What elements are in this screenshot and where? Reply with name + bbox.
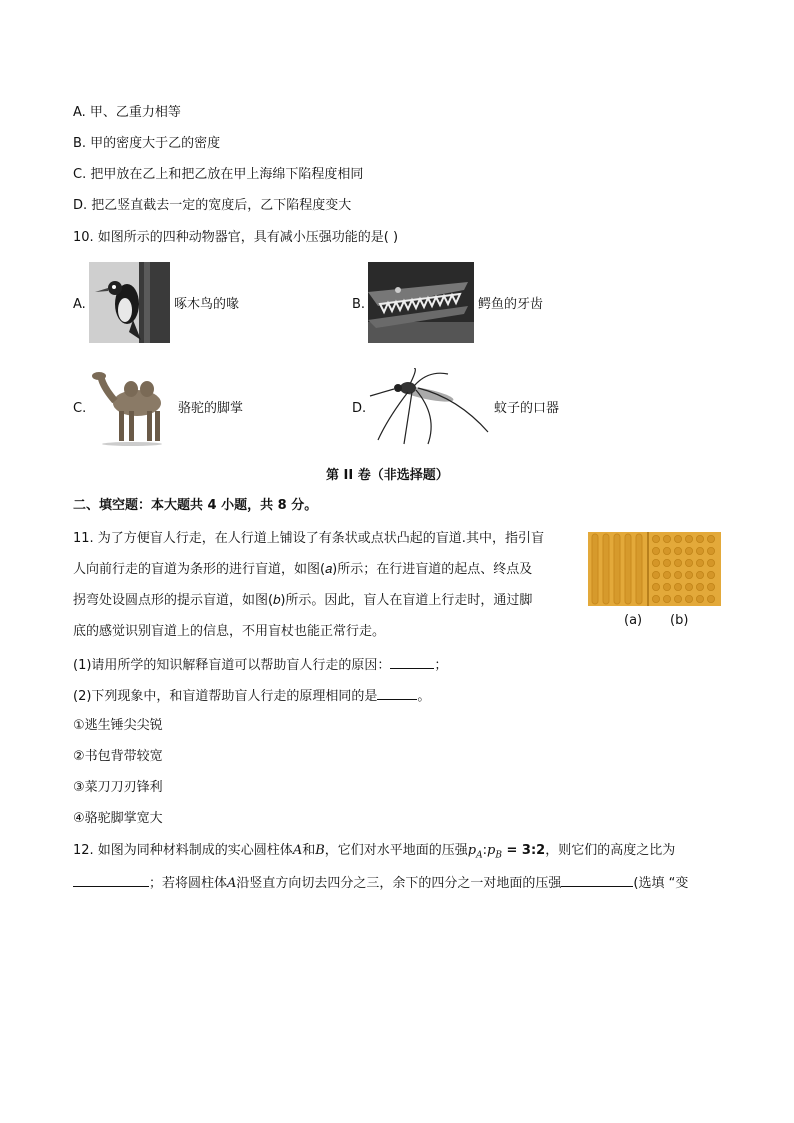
q12-ratio: = 3:2 bbox=[501, 843, 546, 858]
answer-blank-4[interactable] bbox=[561, 873, 633, 887]
q12-var-b: B bbox=[315, 843, 325, 858]
q12-sub-a: A bbox=[476, 850, 483, 861]
crocodile-image bbox=[368, 262, 474, 343]
q12-line-2 bbox=[73, 873, 688, 893]
q9-option-c: C. 把甲放在乙上和把乙放在甲上海绵下陷程度相同 bbox=[73, 167, 364, 182]
q12-text-f: (选填 “变 bbox=[633, 876, 689, 891]
q11-line-2: 人向前行走的盲道为条形的进行盲道，如图(𝑎)所示；在行进盲道的起点、终点及 bbox=[73, 562, 533, 577]
q12-text-d: ；若将圆柱体 bbox=[149, 876, 228, 891]
q11-sub2-text: (2)下列现象中，和盲道帮助盲人行走的原理相同的是 bbox=[73, 689, 378, 704]
q10-option-a-letter: A. bbox=[73, 297, 86, 312]
q11-sub2-end: 。 bbox=[417, 689, 431, 704]
figure-label-a: (a) bbox=[624, 613, 643, 628]
q12-var-a: A bbox=[292, 843, 303, 858]
q12-pressure-b: p bbox=[487, 843, 496, 858]
q10-option-c-letter: C. bbox=[73, 401, 87, 416]
camel-image bbox=[89, 367, 175, 447]
section-header: 二、填空题：本大题共 4 小题，共 8 分。 bbox=[73, 498, 318, 513]
q12-and: 和 bbox=[302, 843, 316, 858]
q10-option-b-label: 鳄鱼的牙齿 bbox=[478, 297, 544, 312]
q12-line-1 bbox=[73, 842, 675, 865]
q12-var-a2: A bbox=[227, 876, 237, 891]
q9-option-a: A. 甲、乙重力相等 bbox=[73, 105, 181, 120]
q11-choice-1: ①逃生锤尖尖锐 bbox=[73, 718, 163, 733]
tactile-paving-figure bbox=[588, 532, 721, 606]
answer-blank-1[interactable] bbox=[390, 655, 434, 669]
mosquito-image bbox=[368, 368, 492, 448]
q11-choice-3: ③菜刀刀刃锋利 bbox=[73, 780, 163, 795]
q10-option-d-label: 蚊子的口器 bbox=[494, 401, 560, 416]
q10-option-d-letter: D. bbox=[352, 401, 367, 416]
q9-option-b: B. 甲的密度大于乙的密度 bbox=[73, 136, 221, 151]
q10-option-a-label: 啄木鸟的喙 bbox=[174, 297, 240, 312]
q12-pressure-a: p bbox=[467, 843, 477, 858]
q11-line-3: 拐弯处设圆点形的提示盲道，如图(𝑏)所示。因此，盲人在盲道上行走时，通过脚 bbox=[73, 593, 533, 608]
q11-sub1-end: ； bbox=[434, 658, 448, 673]
q12-sub-b: B bbox=[495, 850, 502, 861]
answer-blank-3[interactable] bbox=[73, 873, 149, 887]
q12-text-c: ，则它们的高度之比为 bbox=[545, 843, 676, 858]
q10-option-b-letter: B. bbox=[352, 297, 366, 312]
q12-colon: : bbox=[482, 843, 488, 858]
q11-line-1: 11. 为了方便盲人行走，在人行道上铺设了有条状或点状凸起的盲道.其中，指引盲 bbox=[73, 531, 544, 546]
q10-option-c-label: 骆驼的脚掌 bbox=[178, 401, 244, 416]
section-title: 第 II 卷（非选择题） bbox=[326, 468, 449, 483]
q11-line-4: 底的感觉识别盲道上的信息，不用盲杖也能正常行走。 bbox=[73, 624, 386, 639]
q11-sub1 bbox=[73, 655, 447, 675]
q11-choice-2: ②书包背带较宽 bbox=[73, 749, 163, 764]
q9-option-d: D. 把乙竖直截去一定的宽度后，乙下陷程度变大 bbox=[73, 198, 352, 213]
q12-text-b: ，它们对水平地面的压强 bbox=[324, 843, 468, 858]
answer-blank-2[interactable] bbox=[377, 686, 417, 700]
q12-text-a: 12. 如图为同种材料制成的实心圆柱体 bbox=[73, 843, 293, 858]
q10-stem: 10. 如图所示的四种动物器官，具有减小压强功能的是( ) bbox=[73, 230, 399, 245]
q11-choice-4: ④骆驼脚掌宽大 bbox=[73, 811, 163, 826]
q11-sub1-text: (1)请用所学的知识解释盲道可以帮助盲人行走的原因： bbox=[73, 658, 391, 673]
figure-label-b: (b) bbox=[670, 613, 689, 628]
q12-text-e: 沿竖直方向切去四分之三，余下的四分之一对地面的压强 bbox=[236, 876, 562, 891]
q11-sub2 bbox=[73, 686, 430, 706]
woodpecker-image bbox=[89, 262, 170, 343]
